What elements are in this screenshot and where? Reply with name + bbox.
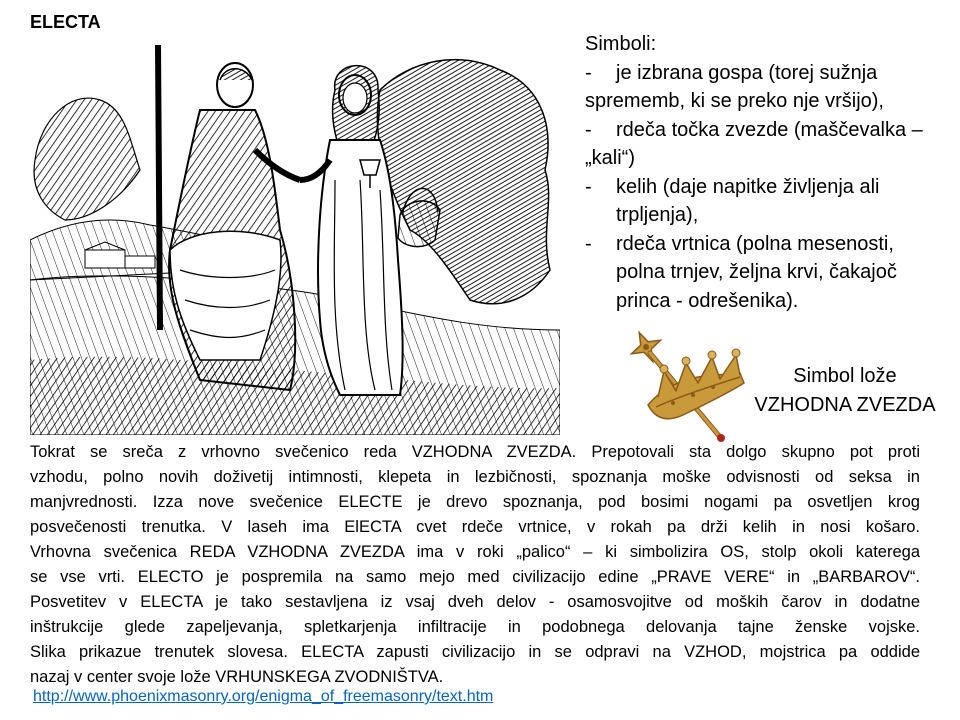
body-line: Tokrat se sreča z vrhovno svečenico reda VZHODNA ZVEZDA. Prepotovali sta dolgo skupno pot proti: [30, 443, 920, 461]
symbols-heading: Simboli:: [585, 33, 657, 55]
body-paragraph: [30, 440, 920, 690]
body-line: posvečenosti trenutka. V laseh ima ElECTA cvet rdeče vrtnice, v rokah pa drži kelih in nosi košaro.: [30, 518, 920, 536]
body-line: manjvrednosti. Izza nove svečenice ELECTE je drevo spoznanja, pod bosimi nogami pa osvetljen krog: [30, 493, 920, 511]
symbols-item-line: rdeča vrtnica (polna mesenosti,: [616, 232, 894, 255]
body-line: inštrukcije glede zapeljevanja, spletkarjenja infiltracije in podobnega delovanja tajne ženske vojske.: [30, 618, 920, 636]
symbols-item: [585, 230, 955, 316]
lodge-symbol-caption: [750, 362, 940, 420]
slide-title: ELECTA: [30, 12, 101, 32]
body-line: vzhodu, polno novih doživetij intimnosti, klepeta in lezbičnosti, spoznanja moške odvisnosti od seksa in: [30, 468, 920, 486]
symbols-item-line: trpljenja),: [616, 204, 699, 226]
symbols-list: [585, 59, 955, 316]
body-line: se vse vrti. ELECTO je pospremila na samo mejo med civilizacijo edine „PRAVE VERE“ in „BARBAROV“.: [30, 568, 920, 586]
symbols-item-line: polna trnjev, željna krvi, čakajoč: [616, 261, 897, 283]
symbols-item-line: kelih (daje napitke življenja ali: [616, 175, 880, 198]
list-dash: -: [585, 232, 592, 255]
body-line: Slika prikazue trenutek slovesa. ELECTA zapusti civilizacijo in se odpravi na VZHOD, mojstrica pa oddide: [30, 643, 920, 661]
list-dash: -: [585, 61, 592, 84]
symbols-item-line: je izbrana gospa (torej sužnja: [616, 61, 878, 84]
body-line: nazaj v center svoje lože VRHUNSKEGA ZVODNIŠTVA.: [30, 668, 444, 686]
source-link[interactable]: http://www.phoenixmasonry.org/enigma_of_freemasonry/text.htm: [33, 688, 494, 705]
crown-brooch-icon: [628, 325, 752, 445]
list-dash: -: [585, 175, 592, 198]
list-dash: -: [585, 118, 592, 141]
body-line: Posvetitev v ELECTA je tako sestavljena iz vsaj dveh delov - osamosvojitve od moških čarov in dodatne: [30, 593, 920, 611]
symbols-item-line: „kali“): [585, 147, 635, 169]
symbols-panel: [585, 30, 955, 315]
symbols-item-line: rdeča točka zvezde (maščevalka –: [616, 118, 923, 141]
lodge-caption-line: Simbol lože: [793, 365, 897, 387]
symbols-item-line: sprememb, ki se preko nje vršijo),: [585, 90, 884, 112]
body-line: Vrhovna svečenica REDA VZHODNA ZVEZDA ima v roki „palico“ – ki simbolizira OS, stolp okoli katerega: [30, 543, 920, 561]
symbols-item: [585, 173, 955, 230]
symbols-item-line: princa - odrešenika).: [616, 289, 799, 312]
two-women-engraving-icon: [30, 30, 560, 435]
lodge-caption-line: VZHODNA ZVEZDA: [754, 394, 936, 416]
symbols-item: [585, 59, 955, 116]
symbols-item: [585, 116, 955, 173]
